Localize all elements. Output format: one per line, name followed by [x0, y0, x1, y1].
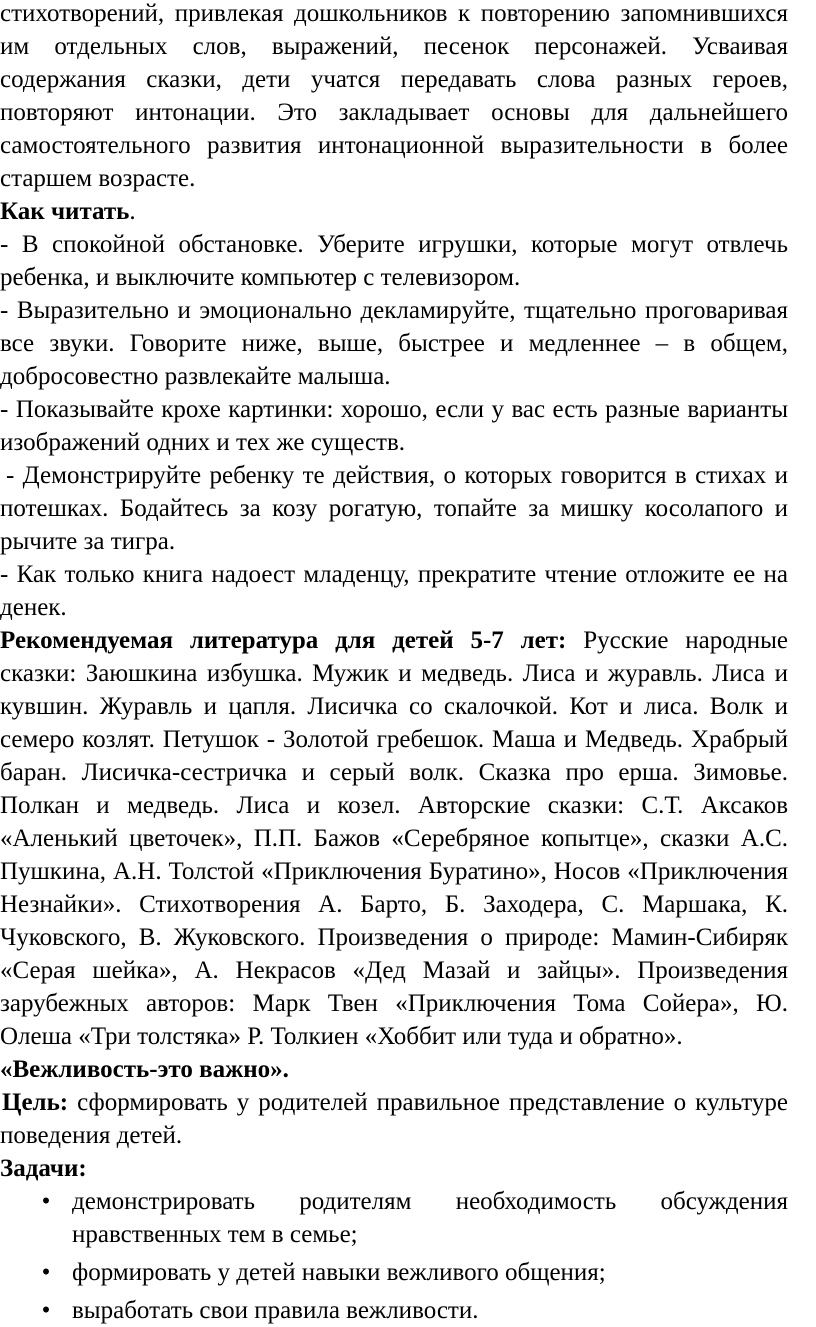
literature-paragraph [0, 624, 788, 1053]
goal-paragraph [0, 1086, 788, 1152]
tip-4: - Демонстрируйте ребенку те действия, о которых говорится в стихах и потешках. Бодайтесь за козу рогатую, топайте за мишку косолапого и рычите за тигра. [0, 462, 788, 555]
literature-text: Русские народные сказки: Заюшкина избушка. Мужик и медведь. Лиса и журавль. Лиса и кувшин. Журавль и цапля. Лисичка со скалочкой. Кот и лиса. Волк и семеро козлят. Петушок - Золотой гребешок. Маша и Медведь. Храбрый баран. Лисичка-сестричка и серый волк. Сказка про ерша. Зимовье. Полкан и медведь. Лиса и козел. Авторские сказки: С.Т. Аксаков «Аленький цветочек», П.П. Бажов «Серебряное копытце», сказки А.С. Пушкина, А.Н. Толстой «Приключения Буратино», Носов «Приключения Незнайки». Стихотворения А. Барто, Б. Заходера, С. Маршака, К. Чуковского, В. Жуковского. Произведения о природе: Мамин-Сибиряк «Серая шейка», А. Некрасов «Дед Мазай и зайцы». Произведения зарубежных авторов: Марк Твен «Приключения Тома Сойера», Ю. Олеша «Три толстяка» Р. Толкиен «Хоббит или туда и обратно». [0, 627, 788, 1050]
task-text: выработать свои правила вежливости. [72, 1297, 479, 1324]
goal-text: сформировать у родителей правильное представление о культуре поведения детей. [0, 1089, 788, 1149]
intro-paragraph: стихотворений, привлекая дошкольников к повторению запомнившихся им отдельных слов, выражений, песенок персонажей. Усваивая содержания сказки, дети учатся передавать слова разных героев, повторяют интонации. Это закладывает основы для дальнейшего самостоятельного развития интонационной выразительности в более старшем возрасте. [0, 0, 788, 192]
politeness-heading: «Вежливость-это важно». [0, 1056, 289, 1083]
list-item [41, 1294, 788, 1327]
bullet-icon: • [41, 1259, 51, 1286]
goal-label: Цель: [2, 1089, 69, 1116]
tasks-heading: Задачи: [0, 1155, 87, 1182]
list-item [41, 1185, 788, 1251]
task-text: демонстрировать родителям необходимость обсуждения нравственных тем в семье; [72, 1188, 788, 1248]
literature-heading: Рекомендуемая литература для детей 5-7 лет: [0, 627, 567, 654]
how-to-read-heading-tail: . [129, 198, 136, 225]
task-text: формировать у детей навыки вежливого общения; [72, 1259, 606, 1286]
tasks-list [0, 1185, 788, 1327]
tip-1: - В спокойной обстановке. Уберите игрушки, которые могут отвлечь ребенка, и выключите компьютер с телевизором. [0, 231, 788, 291]
tip-3: - Показывайте крохе картинки: хорошо, если у вас есть разные варианты изображений одних и тех же существ. [0, 396, 788, 456]
how-to-read-heading: Как читать [0, 198, 130, 225]
bullet-icon: • [41, 1297, 51, 1324]
list-item [41, 1256, 788, 1289]
how-to-read-heading-line [0, 195, 788, 228]
tip-2: - Выразительно и эмоционально декламируйте, тщательно проговаривая все звуки. Говорите ниже, выше, быстрее и медленнее – в общем, добросовестно развлекайте малыша. [0, 297, 788, 390]
tip-5: - Как только книга надоест младенцу, прекратите чтение отложите ее на денек. [0, 561, 788, 621]
bullet-icon: • [41, 1188, 51, 1215]
